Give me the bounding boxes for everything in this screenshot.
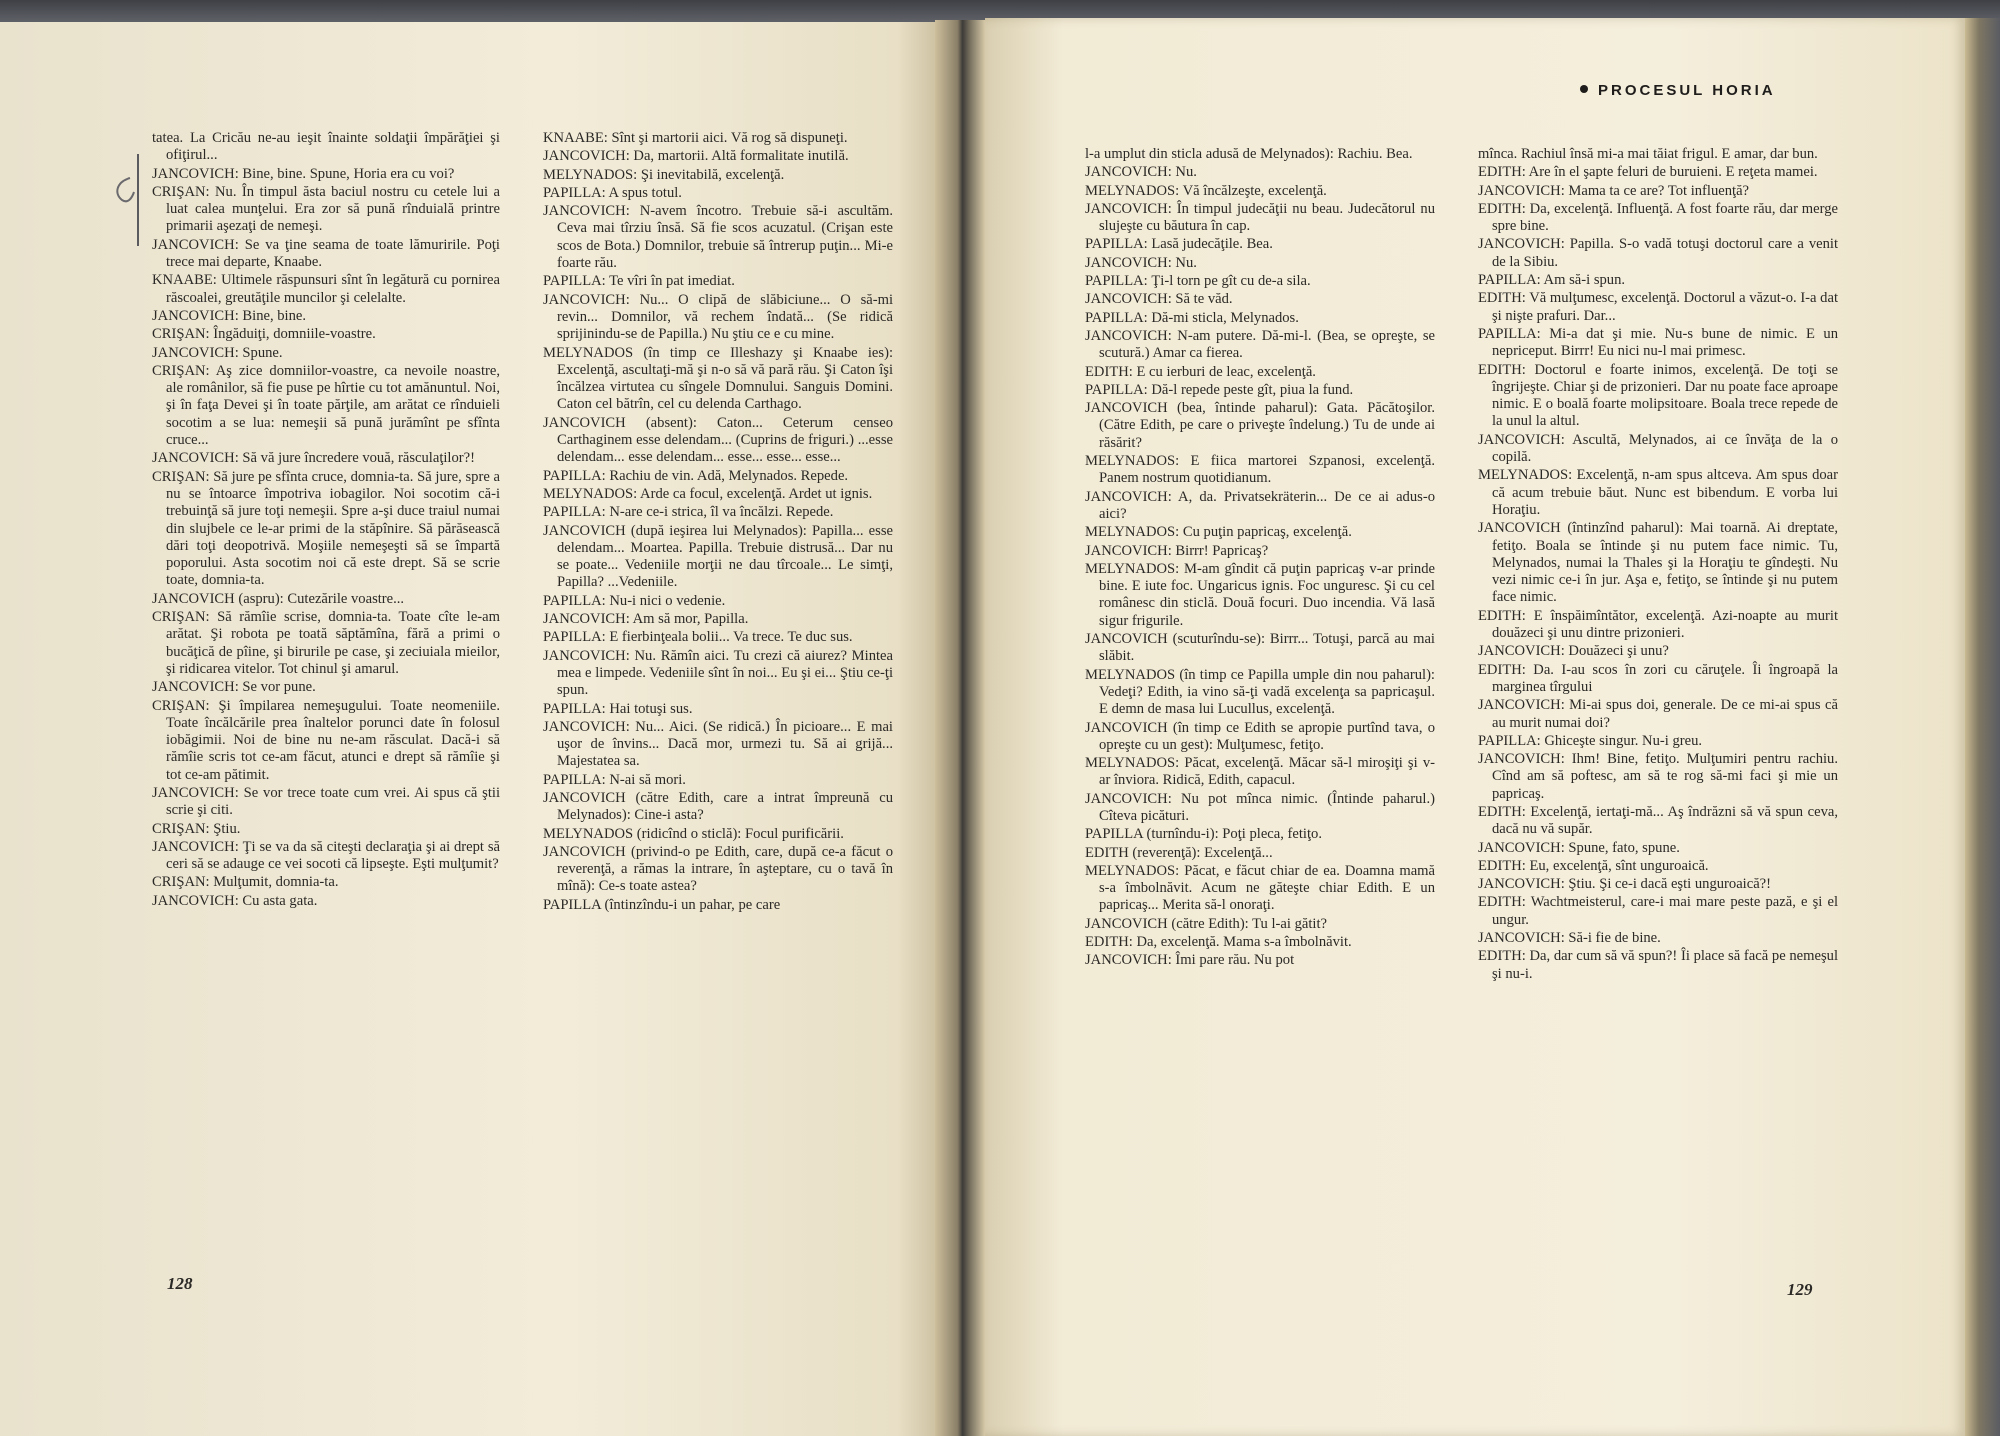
dialogue-paragraph: CRIŞAN: Ştiu. xyxy=(152,820,241,837)
dialogue-paragraph: JANCOVICH (după ieşirea lui Melynados): Papilla... esse delendam... Moartea. Papilla. Trebuie distrusă... Dar nu se poate... Vedeniile morţii ne dau tîrcoale... Le simţi, Papilla? ...Vedeniile. xyxy=(543,522,893,591)
dialogue-paragraph: PAPILLA: N-ai să mori. xyxy=(543,771,686,788)
dialogue-paragraph: MELYNADOS (în timp ce Illeshazy şi Knaabe ies): Excelenţă, ascultaţi-mă şi n-o să vă pară rău. Şi Caton îşi încălzea virtutea cu sîngele Domnului. Sanguis Domini. Caton cel bătrîn, cel cu delenda Carthago. xyxy=(543,344,893,413)
dialogue-paragraph: JANCOVICH: Nu pot mînca nimic. (Întinde paharul.) Cîteva picături. xyxy=(1085,790,1435,824)
dialogue-paragraph: JANCOVICH: În timpul judecăţii nu beau. Judecătorul nu slujeşte cu băutura în cap. xyxy=(1085,200,1435,235)
dialogue-paragraph: CRIŞAN: Mulţumit, domnia-ta. xyxy=(152,874,339,891)
dialogue-paragraph: PAPILLA: Dă-l repede peste gît, piua la fund. xyxy=(1085,381,1354,398)
bullet-icon xyxy=(1580,85,1588,93)
dialogue-paragraph: CRIŞAN: Şi împilarea nemeşugului. Toate neomeniile. Toate încălcările prea înaltelor porunci date în folosul iobăgimii. Noi de bine nu ne-am răsculat. Dacă-i să rămîie scris tot ce-am făcut, atunci e drept să rămîie şi tot ce-am pătimit. xyxy=(152,697,500,783)
dialogue-paragraph: EDITH: Excelenţă, iertaţi-mă... Aş îndrăzni să vă spun ceva, dacă nu vă supăr. xyxy=(1478,803,1838,838)
dialogue-paragraph: PAPILLA: Dă-mi sticla, Melynados. xyxy=(1085,309,1299,326)
dialogue-paragraph: JANCOVICH: Nu. xyxy=(1085,164,1197,181)
page-number-left: 128 xyxy=(167,1274,193,1293)
dialogue-paragraph: JANCOVICH: Ţi se va da să citeşti declaraţia şi ai drept să ceri să se adauge ce vei socoti că lipseşte. Eşti mulţumit? xyxy=(152,838,500,873)
dialogue-paragraph: JANCOVICH (bea, întinde paharul): Gata. Păcătoşilor. (Către Edith, pe care o priveşte îndelung.) Tu de unde ai răsărit? xyxy=(1085,400,1435,451)
dialogue-paragraph: JANCOVICH: Nu. Rămîn aici. Tu crezi că aiurez? Mintea mea e limpede. Vedeniile sînt în noi... Eu şi ei... Ştiu ce-ţi spun. xyxy=(543,647,893,699)
dialogue-paragraph: MELYNADOS: Cu puţin papricaş, excelenţă. xyxy=(1085,524,1352,541)
scanner-right-edge xyxy=(1965,18,2000,1436)
right-column-1 xyxy=(1085,146,1435,971)
dialogue-paragraph: PAPILLA (turnîndu-i): Poţi pleca, fetiţo. xyxy=(1085,826,1322,843)
dialogue-paragraph: JANCOVICH: Am să mor, Papilla. xyxy=(543,611,749,628)
dialogue-paragraph: EDITH: Are în el şapte feluri de buruieni. E reţeta mamei. xyxy=(1478,164,1818,181)
dialogue-paragraph: JANCOVICH: Nu. xyxy=(1085,254,1197,271)
dialogue-paragraph: PAPILLA: Te vîri în pat imediat. xyxy=(543,273,735,290)
dialogue-paragraph: MELYNADOS: Excelenţă, n-am spus altceva. Am spus doar că acum trebuie băut. Nunc est bibendum. E vorba lui Horaţiu. xyxy=(1478,467,1838,518)
dialogue-paragraph: JANCOVICH (aspru): Cutezările voastre... xyxy=(152,590,405,607)
dialogue-paragraph: JANCOVICH (în timp ce Edith se apropie purtînd tava, o opreşte cu un gest): Mulţumesc, fetiţo. xyxy=(1085,719,1435,753)
dialogue-paragraph: JANCOVICH (privind-o pe Edith, care, după ce-a făcut o reverenţă, a rămas la intrare, în aşteptare, cu o tavă în mînă): Ce-s toate astea? xyxy=(543,843,893,895)
dialogue-paragraph: KNAABE: Ultimele răspunsuri sînt în legătură cu pornirea răscoalei, greutăţile muncilor şi celelalte. xyxy=(152,272,500,306)
dialogue-paragraph: JANCOVICH: Spune. xyxy=(152,344,283,361)
dialogue-paragraph: JANCOVICH: Spune, fato, spune. xyxy=(1478,839,1680,856)
pencil-mark-icon xyxy=(108,150,148,250)
dialogue-paragraph: PAPILLA: Ghiceşte singur. Nu-i greu. xyxy=(1478,732,1703,749)
dialogue-paragraph: JANCOVICH: Birrr! Papricaş? xyxy=(1085,542,1269,559)
dialogue-paragraph: JANCOVICH: Se vor pune. xyxy=(152,679,316,696)
dialogue-paragraph: PAPILLA: Hai totuşi sus. xyxy=(543,700,693,717)
dialogue-paragraph: JANCOVICH: Da, martorii. Altă formalitate inutilă. xyxy=(543,148,849,165)
dialogue-paragraph: MELYNADOS: Arde ca focul, excelenţă. Ardet ut ignis. xyxy=(543,485,873,502)
dialogue-paragraph: EDITH: Da, excelenţă. Influenţă. A fost foarte rău, dar merge spre bine. xyxy=(1478,200,1838,235)
page-number-right: 129 xyxy=(1787,1280,1813,1299)
dialogue-paragraph: JANCOVICH: Îmi pare rău. Nu pot xyxy=(1085,952,1295,969)
dialogue-paragraph: JANCOVICH: Să te văd. xyxy=(1085,291,1233,308)
dialogue-paragraph: CRIŞAN: Nu. În timpul ăsta baciul nostru cu cetele lui a luat calea munţelui. Era zor să pună rînduială printre primarii aşezaţi de nemeşi. xyxy=(152,183,500,235)
dialogue-paragraph: EDITH: Wachtmeisterul, care-i mai mare peste pază, e şi el ungur. xyxy=(1478,894,1838,928)
dialogue-paragraph: JANCOVICH: Mi-ai spus doi, generale. De ce mi-ai spus că au murit numai doi? xyxy=(1478,697,1838,731)
dialogue-paragraph: EDITH: E cu ierburi de leac, excelenţă. xyxy=(1085,363,1316,380)
dialogue-paragraph: l-a umplut din sticla adusă de Melynados): Rachiu. Bea. xyxy=(1085,146,1413,162)
dialogue-paragraph: PAPILLA: Rachiu de vin. Adă, Melynados. Repede. xyxy=(543,467,849,484)
left-column-2 xyxy=(543,130,893,915)
dialogue-paragraph: JANCOVICH: A, da. Privatsekräterin... De ce ai adus-o aici? xyxy=(1085,488,1435,522)
dialogue-paragraph: CRIŞAN: Îngăduiţi, domniile-voastre. xyxy=(152,326,376,343)
dialogue-paragraph: JANCOVICH (întinzînd paharul): Mai toarnă. Ai dreptate, fetiţo. Boala se întinde şi nu putem face nimic. Tu, Melynados, numai la Thales şi la Horaţiu te gîndeşti. Nu vezi nimic ce-i în jur. Aşa e, fetiţo, se întinde şi nu putem face nimic. xyxy=(1478,520,1838,606)
dialogue-paragraph: EDITH: Eu, excelenţă, sînt unguroaică. xyxy=(1478,857,1709,874)
dialogue-paragraph: MELYNADOS: M-am gîndit că puţin papricaş v-ar prinde bine. E iute foc. Ungaricus ignis. Foc unguresc. Şi cu cel românesc din sticlă. Două focuri. Duo incendia. Vă lasă sigur frigurile. xyxy=(1085,560,1435,629)
dialogue-paragraph: MELYNADOS: Vă încălzeşte, excelenţă. xyxy=(1085,182,1327,199)
dialogue-paragraph: PAPILLA: A spus totul. xyxy=(543,184,682,201)
dialogue-paragraph: PAPILLA: Lasă judecăţile. Bea. xyxy=(1085,236,1273,253)
dialogue-paragraph: CRIŞAN: Să rămîie scrise, domnia-ta. Toate cîte le-am arătat. Şi robota pe toată săptămîna, fără a primi o bucăţică de pîine, şi birurile pe case, şi zeciuiala mieilor, şi ridicarea vitelor. Tot chinul şi amarul. xyxy=(152,609,500,677)
dialogue-paragraph: PAPILLA: E fierbinţeala bolii... Va trece. Te duc sus. xyxy=(543,629,853,646)
dialogue-paragraph: JANCOVICH: Cu asta gata. xyxy=(152,892,318,909)
dialogue-paragraph: MELYNADOS (în timp ce Papilla umple din nou paharul): Vedeţi? Edith, ia vino să-ţi vadă excelenţa sa papricaşul. E demn de masa lui Lucullus, excelenţă. xyxy=(1085,666,1435,718)
dialogue-paragraph: PAPILLA: Am să-i spun. xyxy=(1478,272,1626,289)
dialogue-paragraph: JANCOVICH: Ştiu. Şi ce-i dacă eşti unguroaică?! xyxy=(1478,876,1772,893)
dialogue-paragraph: CRIŞAN: Să jure pe sfînta cruce, domnia-ta. Să jure, spre a nu se întoarce împotriva iobagilor. Noi socotim că-i trebuinţă să jure toţi nemeşii. Spre a-şi duce traiul numai din slujbele ce le-ar primi de la stăpînire. Să părăsească dări toţi deopotrivă. Moşiile nemeşeşti să se împartă poporului. Asta socotim noi că este drept. Să se scrie toate, domnia-ta. xyxy=(152,468,500,589)
dialogue-paragraph: JANCOVICH: Douăzeci şi unu? xyxy=(1478,643,1669,660)
dialogue-paragraph: PAPILLA: Nu-i nici o vedenie. xyxy=(543,592,726,609)
dialogue-paragraph: JANCOVICH: Papilla. S-o vadă totuşi doctorul care a venit de la Sibiu. xyxy=(1478,236,1838,270)
dialogue-paragraph: JANCOVICH: Nu... O clipă de slăbiciune... O să-mi revin... Domnilor, vă rechem îndată... (Se ridică sprijinindu-se de Papilla.) Nu ştiu ce e cu mine. xyxy=(543,291,893,343)
dialogue-paragraph: PAPILLA: N-are ce-i strica, îl va încălzi. Repede. xyxy=(543,504,834,521)
dialogue-paragraph: JANCOVICH (scuturîndu-se): Birrr... Totuşi, parcă au mai slăbit. xyxy=(1085,631,1435,665)
dialogue-paragraph: JANCOVICH: Se vor trece toate cum vrei. Ai spus că ştii scrie şi citi. xyxy=(152,784,500,819)
dialogue-paragraph: EDITH: Vă mulţumesc, excelenţă. Doctorul a văzut-o. I-a dat şi nişte prafuri. Dar... xyxy=(1478,290,1838,324)
dialogue-paragraph: JANCOVICH (către Edith): Tu l-ai gătit? xyxy=(1085,915,1327,932)
dialogue-paragraph: MELYNADOS: Păcat, e făcut chiar de ea. Doamna mamă s-a îmbolnăvit. Acum ne găteşte chiar Edith. E un papricaş... Merita să-l onoraţi. xyxy=(1085,862,1435,914)
dialogue-paragraph: JANCOVICH: Mama ta ce are? Tot influenţă? xyxy=(1478,182,1750,199)
dialogue-paragraph: EDITH: Da. I-au scos în zori cu căruţele. Îi îngroapă la marginea tîrgului xyxy=(1478,661,1838,695)
dialogue-paragraph: MELYNADOS (ridicînd o sticlă): Focul purificării. xyxy=(543,825,844,842)
dialogue-paragraph: KNAABE: Sînt şi martorii aici. Vă rog să dispuneţi. xyxy=(543,130,848,146)
dialogue-paragraph: JANCOVICH: Ascultă, Melynados, ai ce învăţa de la o copilă. xyxy=(1478,431,1838,466)
left-page xyxy=(0,22,935,1436)
dialogue-paragraph: JANCOVICH (către Edith, care a intrat împreună cu Melynados): Cine-i asta? xyxy=(543,789,893,824)
dialogue-paragraph: EDITH (reverenţă): Excelenţă... xyxy=(1085,844,1273,861)
dialogue-paragraph: JANCOVICH: Să-i fie de bine. xyxy=(1478,930,1661,947)
dialogue-paragraph: JANCOVICH: Se va ţine seama de toate lămuririle. Poţi trece mai departe, Knaabe. xyxy=(152,236,500,271)
dialogue-paragraph: JANCOVICH: N-am putere. Dă-mi-l. (Bea, se opreşte, se scutură.) Amar ca fierea. xyxy=(1085,327,1435,362)
right-column-2 xyxy=(1478,146,1838,984)
dialogue-paragraph: MELYNADOS: Şi inevitabilă, excelenţă. xyxy=(543,166,785,183)
dialogue-paragraph: mînca. Rachiul însă mi-a mai tăiat frigul. E amar, dar bun. xyxy=(1478,146,1818,162)
dialogue-paragraph: CRIŞAN: Aş zice domniilor-voastre, ca nevoile noastre, ale românilor, să fie puse pe hîrtie cu tot amănuntul. Noi, şi în faţa Devei şi în toate părţile, am arătat ce rînduieli socotim a se lua: nemeşii să pună jurămînt pe sfînta cruce... xyxy=(152,362,500,449)
right-page xyxy=(985,18,1965,1436)
left-column-1 xyxy=(152,130,500,911)
dialogue-paragraph: MELYNADOS: E fiica martorei Szpanosi, excelenţă. Panem nostrum quotidianum. xyxy=(1085,453,1435,487)
dialogue-paragraph: JANCOVICH: N-avem încotro. Trebuie să-i ascultăm. Ceva mai tîrziu însă. Să fie scos acuzatul. (Crişan este scos de Bota.) Domnilor, trebuie să întrerup puţin... Mi-e foarte rău. xyxy=(543,203,893,272)
dialogue-paragraph: MELYNADOS: Păcat, excelenţă. Măcar să-l miroşiţi şi v-ar înviora. Ridică, Edith, capacul. xyxy=(1085,755,1435,789)
dialogue-paragraph: JANCOVICH: Bine, bine. Spune, Horia era cu voi? xyxy=(152,165,455,182)
dialogue-paragraph: JANCOVICH: Ihm! Bine, fetiţo. Mulţumiri pentru rachiu. Cînd am să poftesc, am să te rog să-mi faci şi mie un papricaş. xyxy=(1478,751,1838,802)
dialogue-paragraph: EDITH: Da, excelenţă. Mama s-a îmbolnăvit. xyxy=(1085,934,1352,951)
dialogue-paragraph: JANCOVICH: Nu... Aici. (Se ridică.) În picioare... E mai uşor de învins... Dacă mor, urmezi tu. Să ai grijă... Majestatea sa. xyxy=(543,718,893,770)
dialogue-paragraph: PAPILLA: Ţi-l torn pe gît cu de-a sila. xyxy=(1085,273,1311,290)
running-head-title: PROCESUL HORIA xyxy=(1598,82,1776,99)
dialogue-paragraph: PAPILLA: Mi-a dat şi mie. Nu-s bune de nimic. E un nepriceput. Birrr! Eu nici nu-l mai primesc. xyxy=(1478,325,1838,360)
dialogue-paragraph: JANCOVICH (absent): Caton... Ceterum censeo Carthaginem esse delendam... (Cuprins de friguri.) ...esse delendam... esse delendam... esse... esse... esse... xyxy=(543,414,893,466)
dialogue-paragraph: PAPILLA (întinzîndu-i un pahar, pe care xyxy=(543,896,781,913)
dialogue-paragraph: tatea. La Cricău ne-au ieşit înainte soldaţii împărăţiei şi ofiţirul... xyxy=(152,130,500,164)
book-gutter xyxy=(935,20,985,1436)
dialogue-paragraph: EDITH: Doctorul e foarte inimos, excelenţă. De toţi se îngrijeşte. Chiar şi de prizonieri. Dar nu poate face aproape nimic. E o boală foarte molipsitoare. Boala trece repede de la unul la altul. xyxy=(1478,361,1838,430)
dialogue-paragraph: JANCOVICH: Bine, bine. xyxy=(152,307,307,324)
dialogue-paragraph: EDITH: Da, dar cum să vă spun?! Îi place să facă pe nemeşul şi nu-i. xyxy=(1478,948,1838,982)
dialogue-paragraph: JANCOVICH: Să vă jure încredere vouă, răsculaţilor?! xyxy=(152,450,475,467)
dialogue-paragraph: EDITH: E înspăimîntător, excelenţă. Azi-noapte au murit douăzeci şi unu dintre prizonieri. xyxy=(1478,607,1838,642)
running-head xyxy=(1580,82,1776,99)
